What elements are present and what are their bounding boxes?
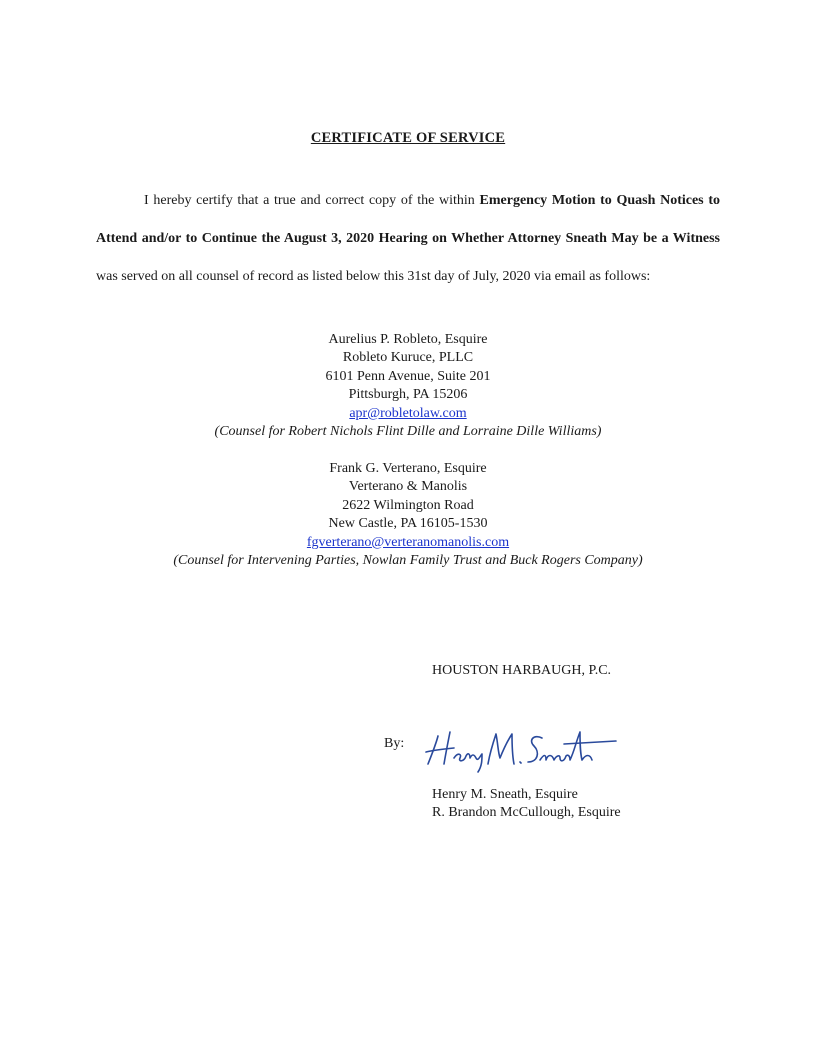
motion-title: Emergency Motion to Quash Notices to Attend and/or to Continue the August 3, 2020 Hearing on Whether Attorney Sneath May be a Witness [96, 193, 720, 246]
counsel-firm: Robleto Kuruce, PLLC [342, 350, 474, 366]
certification-intro: I hereby certify that a true and correct copy of the within [144, 193, 480, 208]
counsel-name: Aurelius P. Robleto, Esquire [328, 332, 488, 347]
law-firm-name: HOUSTON HARBAUGH, P.C. [432, 663, 612, 678]
certification-closing: was served on all counsel of record as listed below this 31st day of July, 2020 via email as follows: [96, 269, 651, 284]
handwritten-signature [424, 722, 620, 774]
certification-paragraph [96, 182, 720, 296]
signer-list [432, 786, 621, 823]
counsel-role: (Counsel for Intervening Parties, Nowlan Family Trust and Buck Rogers Company) [173, 553, 643, 569]
certificate-title: CERTIFICATE OF SERVICE [310, 130, 506, 146]
counsel-block-verterano [0, 460, 816, 570]
counsel-role: (Counsel for Robert Nichols Flint Dille and Lorraine Dille Williams) [214, 424, 602, 440]
counsel-street: 6101 Penn Avenue, Suite 201 [325, 368, 491, 384]
by-label: By: [384, 736, 405, 751]
counsel-city: Pittsburgh, PA 15206 [348, 387, 468, 403]
counsel-street: 2622 Wilmington Road [342, 497, 474, 513]
counsel-city: New Castle, PA 16105-1530 [328, 516, 488, 532]
counsel-email-link[interactable]: apr@robletolaw.com [349, 405, 467, 421]
counsel-firm: Verterano & Manolis [348, 479, 468, 495]
signer-name: Henry M. Sneath, Esquire [432, 787, 578, 802]
counsel-name: Frank G. Verterano, Esquire [329, 461, 487, 476]
counsel-block-robleto [0, 331, 816, 441]
signer-name: R. Brandon McCullough, Esquire [432, 805, 621, 821]
counsel-email-link[interactable]: fgverterano@verteranomanolis.com [306, 534, 510, 550]
